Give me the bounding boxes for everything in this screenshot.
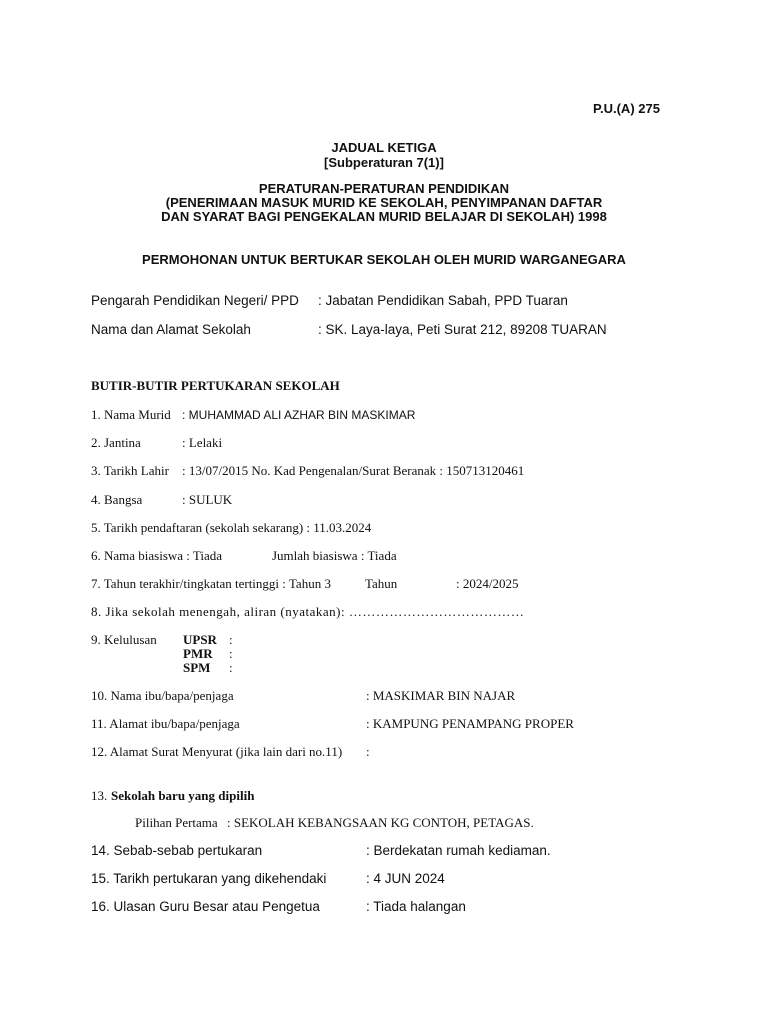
item9-upsr: UPSR — [183, 632, 217, 647]
regulation-title-line3: DAN SYARAT BAGI PENGEKALAN MURID BELAJAR DI SEKOLAH) 1998 — [161, 209, 607, 224]
pengarah-value: : Jabatan Pendidikan Sabah, PPD Tuaran — [318, 293, 568, 308]
item12-label: 12. Alamat Surat Menyurat (jika lain dari no.11) — [91, 744, 343, 759]
item14-label: 14. Sebab-sebab pertukaran — [91, 843, 263, 858]
item7-label: 7. Tahun terakhir/tingkatan tertinggi : Tahun 3 — [91, 576, 331, 591]
item15-value: : 4 JUN 2024 — [366, 871, 445, 886]
item2-label: 2. Jantina — [91, 435, 141, 450]
pilihan-value: : SEKOLAH KEBANGSAAN KG CONTOH, PETAGAS. — [227, 815, 534, 830]
item9-pmr: PMR — [183, 646, 213, 661]
sekolah-label: Nama dan Alamat Sekolah — [91, 322, 251, 337]
item9-upsr-colon: : — [229, 632, 233, 647]
item11-label: 11. Alamat ibu/bapa/penjaga — [91, 716, 240, 731]
pilihan-label: Pilihan Pertama — [135, 815, 218, 830]
item6-jumlah: Jumlah biasiswa : Tiada — [272, 548, 397, 563]
item5-text: 5. Tarikh pendaftaran (sekolah sekarang) : 11.03.2024 — [91, 520, 372, 535]
sekolah-value: : SK. Laya-laya, Peti Surat 212, 89208 TUARAN — [318, 322, 607, 337]
jadual-title: JADUAL KETIGA — [331, 140, 437, 155]
item4-label: 4. Bangsa — [91, 492, 143, 507]
item9-label: 9. Kelulusan — [91, 632, 157, 647]
form-title: PERMOHONAN UNTUK BERTUKAR SEKOLAH OLEH MURID WARGANEGARA — [142, 252, 626, 267]
document-reference: P.U.(A) 275 — [593, 101, 660, 116]
item10-value: : MASKIMAR BIN NAJAR — [366, 688, 516, 703]
item6-label: 6. Nama biasiswa : Tiada — [91, 548, 223, 563]
item12-value: : — [366, 744, 370, 759]
item10-label: 10. Nama ibu/bapa/penjaga — [91, 688, 234, 703]
section-title: BUTIR-BUTIR PERTUKARAN SEKOLAH — [91, 378, 340, 393]
item16-label: 16. Ulasan Guru Besar atau Pengetua — [91, 899, 320, 914]
item1-label: 1. Nama Murid — [91, 407, 171, 422]
item8-text: 8. Jika sekolah menengah, aliran (nyatakan): ………………………………… — [91, 604, 525, 619]
item9-spm-colon: : — [229, 660, 233, 675]
item1-value: : MUHAMMAD ALI AZHAR BIN MASKIMAR — [182, 408, 416, 422]
item13-label: Sekolah baru yang dipilih — [111, 788, 255, 803]
subperaturan-title: [Subperaturan 7(1)] — [324, 155, 444, 170]
item9-spm: SPM — [183, 660, 211, 675]
item7-value: : 2024/2025 — [456, 576, 519, 591]
item14-value: : Berdekatan rumah kediaman. — [366, 843, 551, 858]
item2-value: : Lelaki — [182, 435, 223, 450]
item16-value: : Tiada halangan — [366, 899, 466, 914]
item3-value: : 13/07/2015 No. Kad Pengenalan/Surat Beranak : 150713120461 — [182, 463, 525, 478]
item9-pmr-colon: : — [229, 646, 233, 661]
item7-tahun: Tahun — [365, 576, 398, 591]
item4-value: : SULUK — [182, 492, 233, 507]
regulation-title-line2: (PENERIMAAN MASUK MURID KE SEKOLAH, PENYIMPANAN DAFTAR — [165, 195, 603, 210]
regulation-title-line1: PERATURAN-PERATURAN PENDIDIKAN — [258, 181, 510, 196]
item15-label: 15. Tarikh pertukaran yang dikehendaki — [91, 871, 327, 886]
item3-label: 3. Tarikh Lahir — [91, 463, 169, 478]
pengarah-label: Pengarah Pendidikan Negeri/ PPD — [91, 293, 299, 308]
item13-number: 13. — [91, 788, 108, 803]
item11-value: : KAMPUNG PENAMPANG PROPER — [366, 716, 574, 731]
